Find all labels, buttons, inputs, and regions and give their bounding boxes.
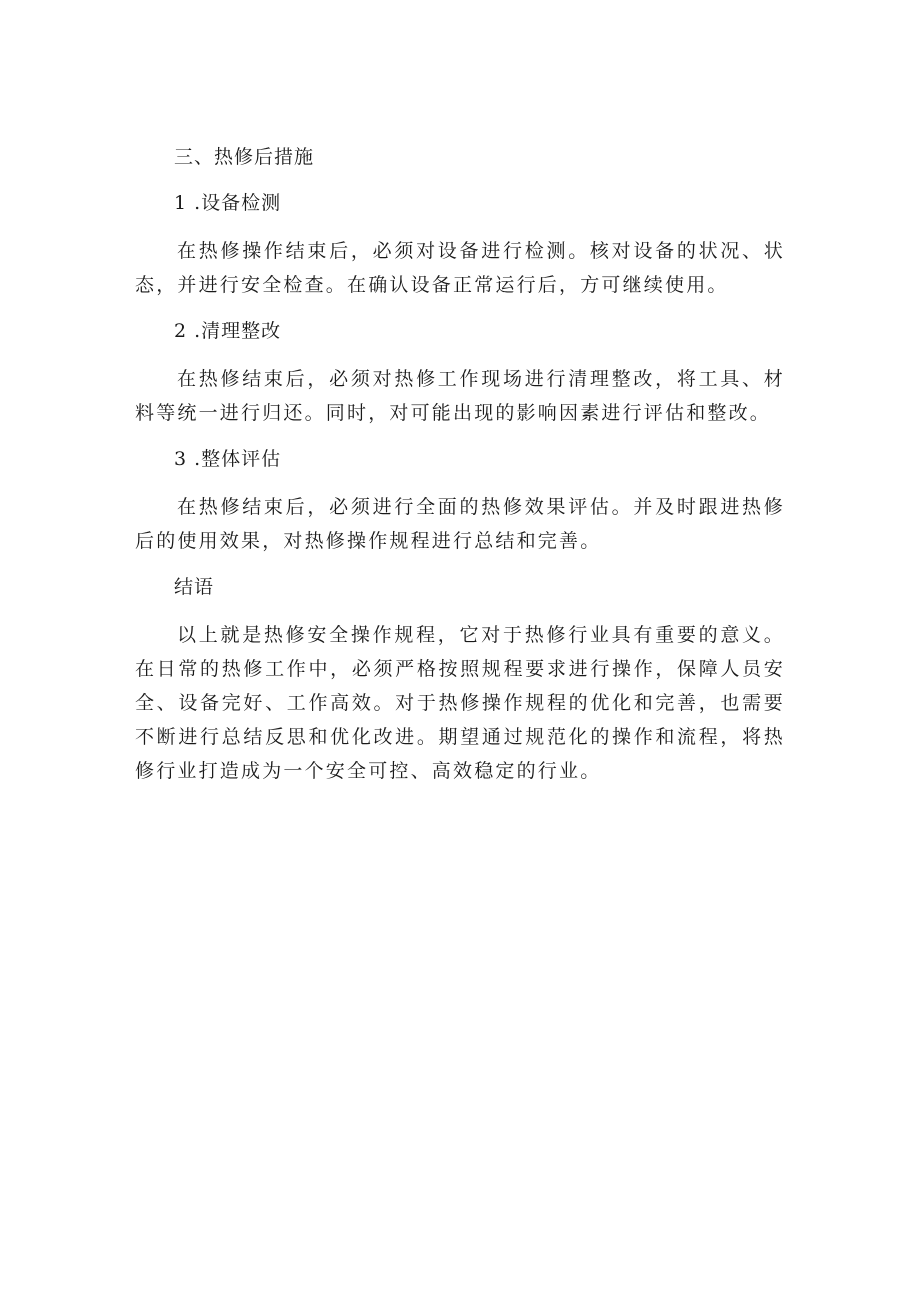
item2-heading: 2 .清理整改 bbox=[174, 320, 282, 342]
conclusion-body: 以上就是热修安全操作规程，它对于热修行业具有重要的意义。在日常的热修工作中，必须严格按照规程要求进行操作，保障人员安全、设备完好、工作高效。对于热修操作规程的优化和完善，也需要不断进行总结反思和优化改进。期望通过规范化的操作和流程，将热修行业打造成为一个安全可控、高效稳定的行业。 bbox=[135, 624, 785, 782]
item3-body: 在热修结束后，必须进行全面的热修效果评估。并及时跟进热修后的使用效果，对热修操作规程进行总结和完善。 bbox=[135, 496, 785, 552]
item1-body: 在热修操作结束后，必须对设备进行检测。核对设备的状况、状态，并进行安全检查。在确认设备正常运行后，方可继续使用。 bbox=[135, 240, 785, 296]
section-title: 三、热修后措施 bbox=[174, 146, 315, 168]
item2-body: 在热修结束后，必须对热修工作现场进行清理整改，将工具、材料等统一进行归还。同时，对可能出现的影响因素进行评估和整改。 bbox=[135, 368, 785, 424]
item1-heading: 1 .设备检测 bbox=[174, 192, 282, 214]
document-content bbox=[135, 140, 785, 788]
conclusion-heading: 结语 bbox=[174, 576, 215, 598]
item3-heading: 3 .整体评估 bbox=[174, 448, 282, 470]
